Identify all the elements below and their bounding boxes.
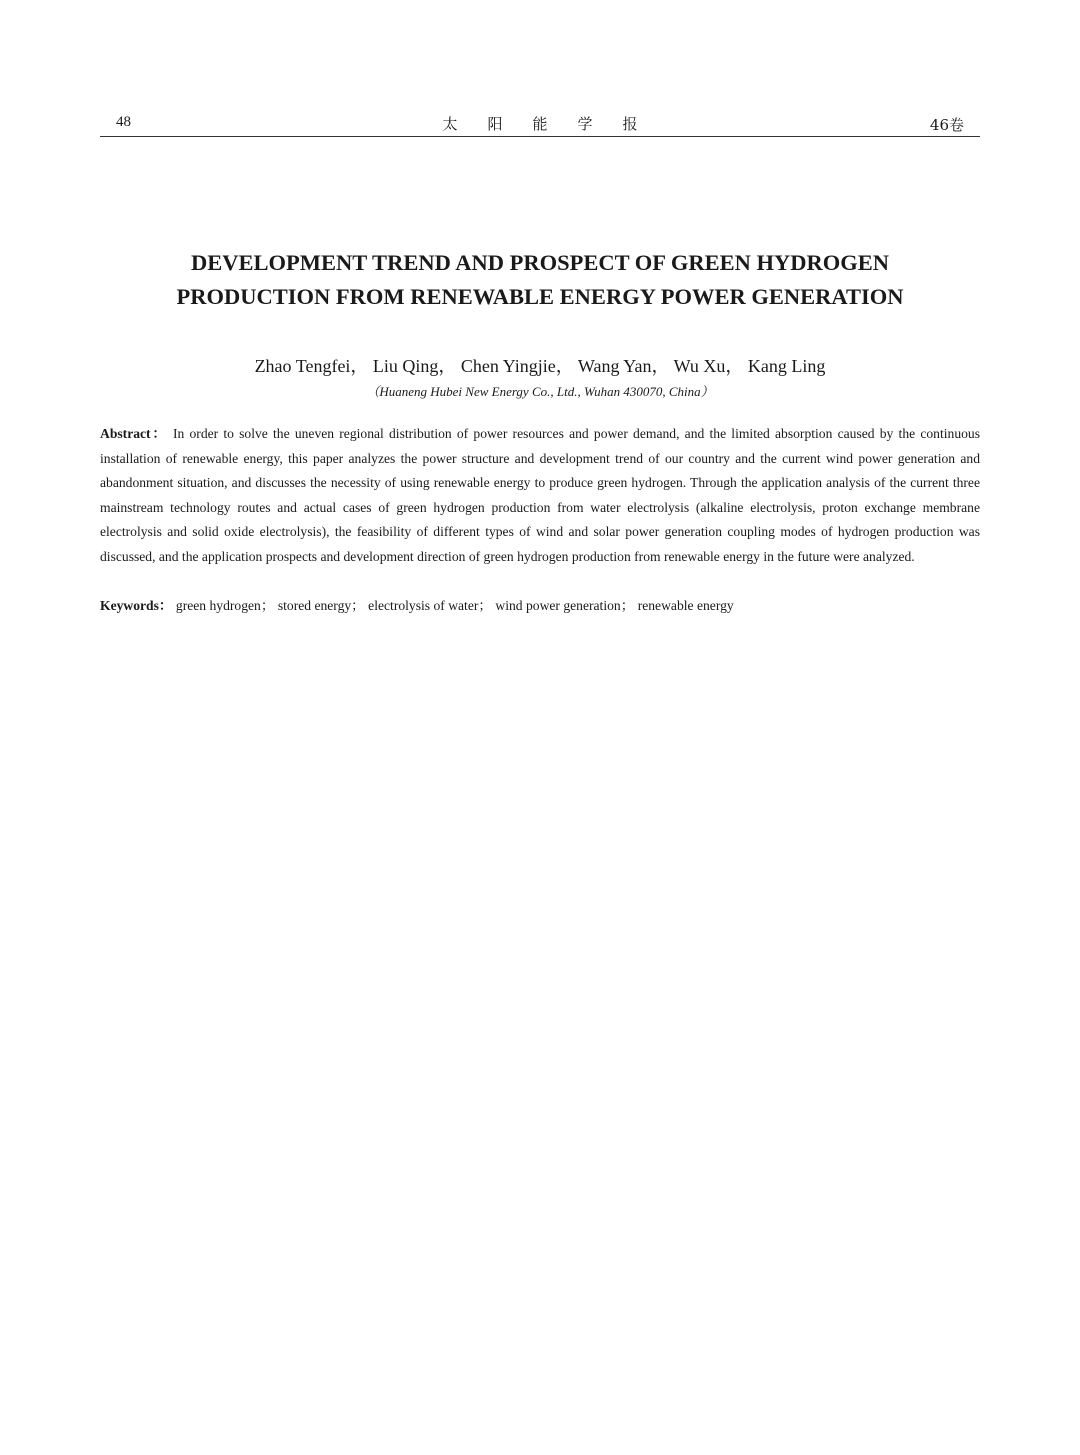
abstract <box>100 422 980 570</box>
abstract-text: In order to solve the uneven regional distribution of power resources and power demand, and the limited absorption caused by the continuous installation of renewable energy, this paper analyzes the power structure and development trend of our country and the current wind power generation and abandonment situation, and discusses the necessity of using renewable energy to produce green hydrogen. Through the application analysis of the current three mainstream technology routes and actual cases of green hydrogen production from water electrolysis (alkaline electrolysis, proton exchange membrane electrolysis and solid oxide electrolysis), the feasibility of different types of wind and solar power generation coupling modes of hydrogen production was discussed, and the application prospects and development direction of green hydrogen production from renewable energy in the future were analyzed. <box>100 426 981 564</box>
keywords-label: Keywords： <box>100 598 173 613</box>
keywords <box>100 594 980 618</box>
running-header <box>100 110 980 137</box>
title-line-1: DEVELOPMENT TREND AND PROSPECT OF GREEN HYDROGEN <box>190 250 889 275</box>
author-list: Zhao Tengfei， Liu Qing， Chen Yingjie， Wang Yan， Wu Xu， Kang Ling <box>254 356 826 376</box>
volume-label: 46卷 <box>929 116 964 134</box>
affiliation: （Huaneng Hubei New Energy Co., Ltd., Wuhan 430070, China） <box>366 384 714 399</box>
abstract-label: Abstract： <box>100 426 168 441</box>
page-number: 48 <box>116 114 131 130</box>
article-title <box>100 246 980 314</box>
journal-name: 太阳能学报 <box>442 115 668 133</box>
title-line-2: PRODUCTION FROM RENEWABLE ENERGY POWER GENERATION <box>176 284 904 309</box>
keywords-text: green hydrogen； stored energy； electrolysis of water； wind power generation； renewable energy <box>175 598 734 613</box>
